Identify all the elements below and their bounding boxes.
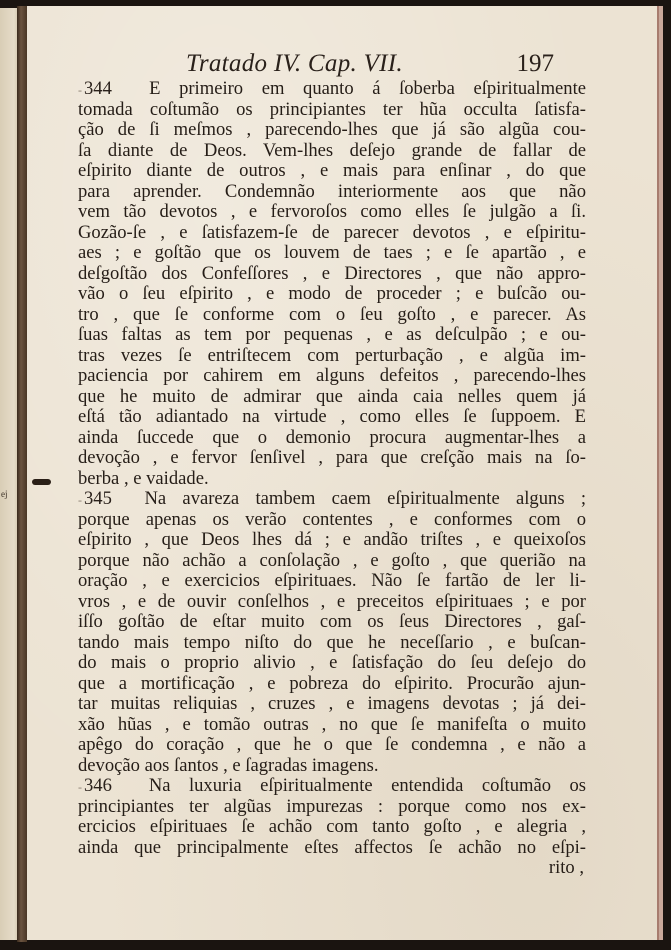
- text-line: ainda ſuccede que o demonio procura augmentar-lhes a: [78, 426, 586, 448]
- text-line: vem tão devotos , e fervoroſos como elles ſe julgão a ſi.: [78, 201, 586, 222]
- catchword: rito ,: [548, 857, 584, 878]
- text-line: do mais o proprio alivio , e ſatisfação do ſeu deſejo do: [78, 652, 586, 673]
- page-number: 197: [516, 50, 554, 77]
- text-line: paciencia por cahirem em alguns defeitos , parecendo-lhes: [78, 365, 586, 386]
- paragraph-344: [78, 79, 586, 489]
- text-line: Gozão-ſe , e ſatisfazem-ſe de parecer devotos , e eſpiritu-: [78, 221, 586, 243]
- text-line: apêgo do coração , que he o que ſe condemna , e não a: [78, 734, 586, 755]
- text-line: deſgoſtão dos Confeſſores , e Directores , que não appro-: [78, 262, 586, 284]
- text-line: ſa diante de Deos. Vem-lhes deſejo grande de fallar de: [78, 139, 586, 161]
- text-line: iſſo goſtão de eſtar muito com os ſeus Directores , gaſ-: [78, 611, 586, 632]
- text-line: eſtá tão adiantado na virtude , como elles ſe ſuppoem. E: [78, 406, 586, 427]
- text-line: tomada coſtumão os principiantes ter hũa occulta ſatisfa-: [78, 98, 586, 120]
- paragraph-345: [78, 489, 586, 776]
- text-line: - 344 E primeiro em quanto á ſoberba eſpiritualmente: [78, 78, 587, 99]
- bookmark-tab: [32, 479, 51, 485]
- text-line: ercicios eſpirituaes ſe achão com tanto goſto , e alegria ,: [78, 816, 586, 837]
- text-line: ainda que principalmente eſtes affectos ſe achão no eſpi-: [78, 836, 586, 858]
- text-line: xão hũas , e tomão outras , no que ſe manifeſta o muito: [78, 713, 586, 735]
- text-line: devoção , e fervor ſenſivel , para que creſção mais na ſo-: [78, 447, 586, 468]
- text-line: tro , que ſe conforme com o ſeu goſto , e parecer. As: [78, 303, 586, 325]
- text-line: devoção aos ſantos , e ſagradas imagens.: [78, 754, 379, 776]
- text-line: porque não achão a conſolação , e goſto , que querião na: [78, 549, 586, 571]
- text-line: eſpirito diante de outros , e mais para enſinar , do que: [78, 160, 586, 181]
- text-line: vros , e de ouvir conſelhos , e preceitos eſpirituaes ; e por: [78, 590, 586, 612]
- paragraph-number: 345: [84, 488, 112, 509]
- text-line: vão o ſeu eſpirito , e modo de proceder ; e buſcão ou-: [78, 283, 586, 304]
- text-line: aes ; e goſtão que os louvem de taes ; e ſe apartão , e: [78, 242, 586, 263]
- text-line: que a mortificação , e pobreza do eſpirito. Procurão ajun-: [78, 672, 586, 694]
- text-line: tras vezes ſe entriſtecem com perturbação , e algũa im-: [78, 344, 586, 366]
- text-line: tando mais tempo niſto do que he neceſſario , e buſcan-: [78, 631, 586, 653]
- paragraph-346: [78, 776, 586, 858]
- facing-page-mark: ej: [1, 489, 8, 499]
- text-line: ção de ſi meſmos , parecendo-lhes que já são algũa cou-: [78, 119, 586, 140]
- text-line: principiantes ter algũas impurezas : porque como nos ex-: [78, 795, 586, 817]
- text-line: que he muito de admirar que ainda caia nelles quem já: [78, 385, 586, 407]
- text-line: berba , e vaidade.: [78, 467, 209, 489]
- text-line: para aprender. Condemnão interiormente aos que não: [78, 180, 586, 202]
- body-text: [78, 79, 586, 879]
- running-title: Tratado IV. Cap. VII.: [186, 50, 403, 77]
- book-gutter: [17, 6, 27, 942]
- text-line: oração , e exercicios eſpirituaes. Não ſe fartão de ler li-: [78, 570, 586, 591]
- text-line: eſpirito , que Deos lhes dá ; e andão triſtes , e queixoſos: [78, 529, 586, 550]
- text-line: - 345 Na avareza tambem caem eſpiritualmente alguns ;: [78, 488, 587, 509]
- text-line: tar muitas reliquias , cruzes , e imagens devotas ; já dei-: [78, 693, 586, 714]
- paragraph-number: 346: [84, 775, 112, 796]
- text-line: - 346 Na luxuria eſpiritualmente entendida coſtumão os: [78, 775, 586, 796]
- paragraph-number: 344: [84, 78, 112, 99]
- text-line: porque apenas os verão contentes , e conformes com o: [78, 508, 586, 530]
- text-line: ſuas faltas as tem por pequenas , e as deſculpão ; e ou-: [78, 324, 586, 345]
